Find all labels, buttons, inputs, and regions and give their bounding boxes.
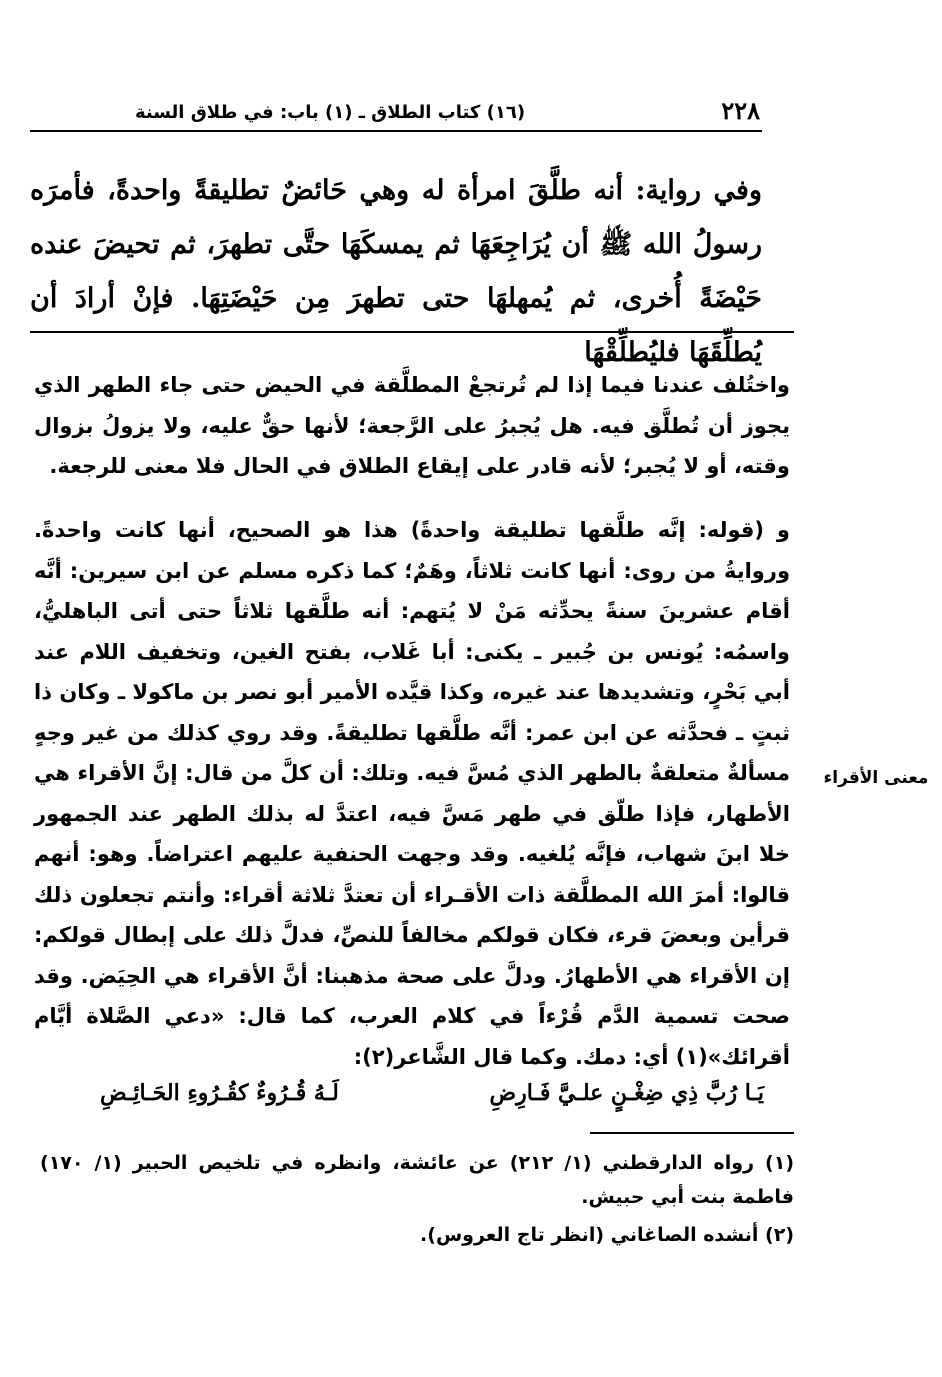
verse-second-hemistich: لَـهُ قُـرُوءٌ كقُـرُوءِ الحَـائِـضِ bbox=[100, 1080, 339, 1106]
footnote-divider bbox=[590, 1132, 794, 1134]
footnotes bbox=[40, 1146, 794, 1256]
margin-note: معنى الأقراء bbox=[823, 768, 929, 788]
running-title: (١٦) كتاب الطلاق ـ (١) باب: في طلاق السنة bbox=[134, 102, 526, 123]
footnote-2: (٢) أنشده الصاغاني (انظر تاج العروس). bbox=[420, 1224, 794, 1246]
hadith-divider bbox=[30, 331, 794, 333]
commentary-paragraph-2: و (قوله: إنَّه طلَّقها تطليقة واحدةً) هذا هو الصحيح، أنها كانت واحدةً. وروايةُ من روى: أنها كانت ثلاثاً، وهَمٌ؛ كما ذكره مسلم عن ابن سيرين: أنَّه أقام عشرينَ سنةً يحدِّثه مَنْ لا يُتهم: أنه طلَّقها ثلاثاً حتى أتى الباهليُّ، واسمُه: يُونس بن جُبير ـ يكنى: أبا غَلاب، بفتح الغين، وتخفيف اللام عند أبي بَحْرٍ، وتشديدها عند غيره، وكذا قيَّده الأمير أبو نصر بن ماكولا ـ وكان ذا ثبتٍ ـ فحدَّثه عن ابن عمر: أنَّه طلَّقها تطليقةً. وقد روي كذلك من غير وجهٍ مسألةٌ متعلقةٌ بالطهر الذي مُسَّ فيه. وتلك: أن كلَّ من قال: إنَّ الأقراء هي الأطهار، فإذا طلّق في طهر مَسَّ فيه، اعتدَّ له بذلك الطهر عند الجمهور خلا ابنَ شهاب، فإنَّه يُلغيه. وقد وجهت الحنفية عليهم اعتراضاً. وهو: أنهم قالوا: أمرَ الله المطلَّقة ذات الأقـراء أن تعتدَّ ثلاثة أقراء: وأنتم تجعلون ذلك قرأين وبعضَ قرء، فكان قولكم مخالفاً للنصِّ، فدلَّ ذلك على إبطال قولكم: إن الأقراء هي الأطهارُ. ودلَّ على صحة مذهبنا: أنَّ الأقراء هي الحِيَض. وقد صحت تسمية الدَّم قُرْءاً في كلام العرب، كما قال: «دعي الصَّلاة أيَّام أقرائك»(١) أي: دمك. وكما قال الشَّاعر(٢): bbox=[34, 518, 790, 1069]
footnote-1: (١) رواه الدارقطني (١/ ٢١٢) عن عائشة، وانظره في تلخيص الحبير (١/ ١٧٠) فاطمة بنت أبي حبيش. bbox=[40, 1152, 794, 1208]
poetry-verse bbox=[100, 1080, 764, 1124]
running-header bbox=[30, 96, 762, 132]
hadith-text: وفي رواية: أنه طلَّقَ امرأة له وهي حَائضٌ تطليقةً واحدةً، فأمرَه رسولُ الله ﷺ أن يُرَاجِعَهَا ثم يمسكَهَا حتَّى تطهرَ، ثم تحيضَ عنده حَيْضَةً أُخرى، ثم يُمهلهَا حتى تطهرَ مِن حَيْضَتِهَا. فإنْ أرادَ أن يُطلِّقَهَا فليُطلِّقْهَا bbox=[30, 175, 762, 368]
page-number: ٢٢٨ bbox=[721, 96, 760, 125]
verse-first-hemistich: يَـا رُبَّ ذِي ضِغْـنٍ علـيَّ فَـارِضِ bbox=[489, 1080, 764, 1106]
commentary-paragraph-1: واختُلف عندنا فيما إذا لم تُرتجعْ المطلَّقة في الحيض حتى جاء الطهر الذي يجوز أن تُطلَّق فيه. هل يُجبرُ على الرَّجعة؛ لأنها حقٌّ عليه، ولا يزولُ بزوال وقته، أو لا يُجبر؛ لأنه قادر على إيقاع الطلاق في الحال فلا معنى للرجعة. bbox=[34, 373, 790, 478]
